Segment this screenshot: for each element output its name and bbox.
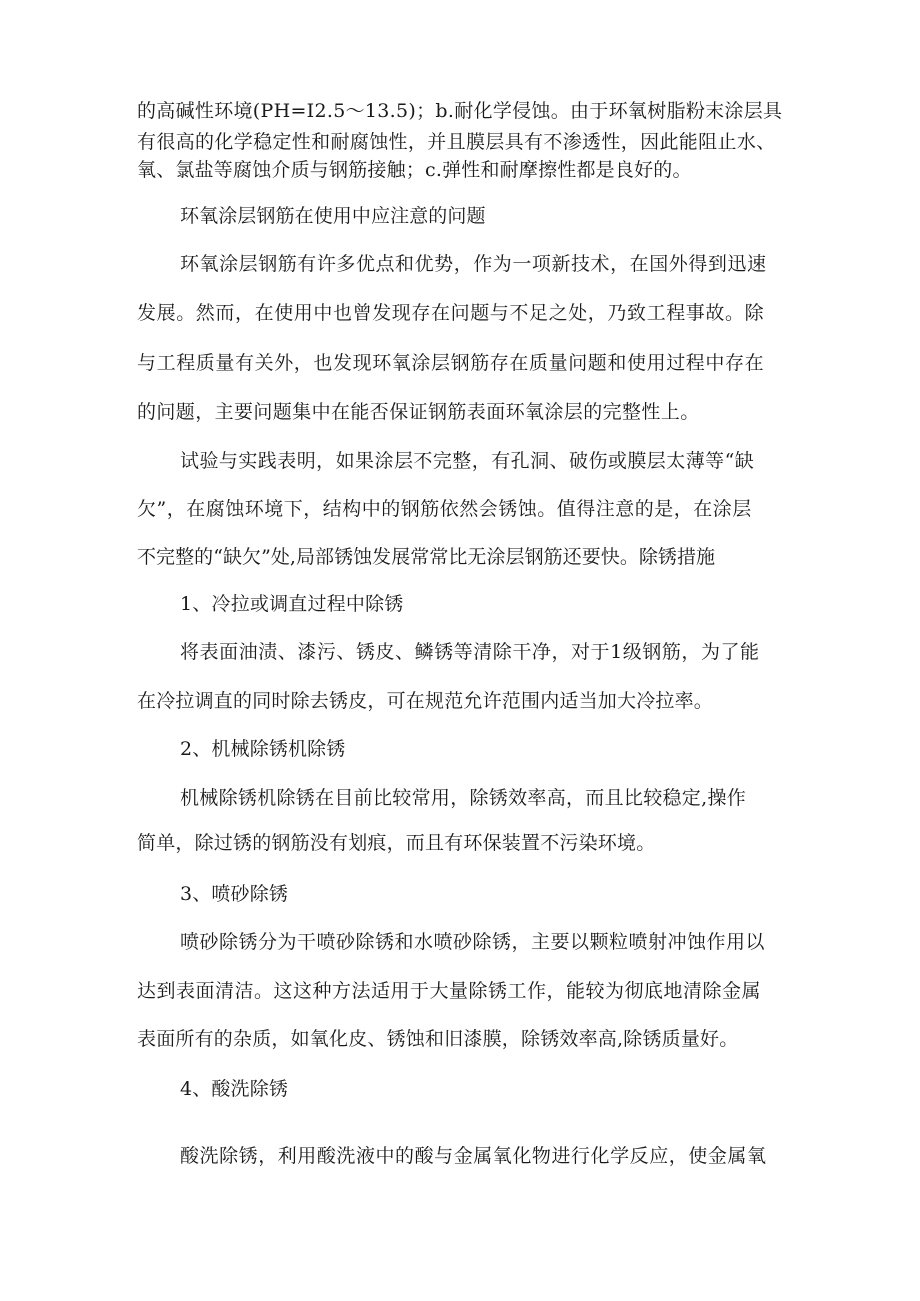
- text-line: 有很高的化学稳定性和耐腐蚀性，并且膜层具有不渗透性，因此能阻止水、: [137, 131, 776, 153]
- text-line: 环氧涂层钢筋有许多优点和优势，作为一项新技术，在国外得到迅速: [180, 253, 767, 275]
- text-line: 表面所有的杂质，如氧化皮、锈蚀和旧漆膜，除锈效率高,除锈质量好。: [137, 1028, 739, 1050]
- text-line: 试验与实践表明，如果涂层不完整，有孔洞、破伤或膜层太薄等“缺: [180, 450, 755, 472]
- section-heading: 环氧涂层钢筋在使用中应注意的问题: [180, 205, 486, 227]
- text-line: 不完整的“缺欠”处,局部锈蚀发展常常比无涂层钢筋还要快。除锈措施: [137, 546, 716, 568]
- text-line: 在冷拉调直的同时除去锈皮，可在规范允许范围内适当加大冷拉率。: [137, 690, 714, 712]
- text-line: 的问题，主要问题集中在能否保证钢筋表面环氧涂层的完整性上。: [137, 401, 700, 423]
- section-heading: 2、机械除锈机除锈: [180, 738, 346, 760]
- section-heading: 1、冷拉或调直过程中除锈: [180, 593, 404, 615]
- text-line: 的高碱性环境(PH=I2.5～13.5)；b.耐化学侵蚀。由于环氧树脂粉末涂层具: [137, 100, 783, 122]
- text-line: 将表面油渍、漆污、锈皮、鳞锈等清除干净，对于1级钢筋，为了能: [180, 641, 760, 663]
- text-line: 欠”，在腐蚀环境下，结构中的钢筋依然会锈蚀。值得注意的是，在涂层: [137, 498, 752, 520]
- text-line: 氧、氯盐等腐蚀介质与钢筋接触；c.弹性和耐摩擦性都是良好的。: [137, 159, 692, 181]
- section-heading: 3、喷砂除锈: [180, 883, 288, 905]
- section-heading: 4、酸洗除锈: [180, 1078, 288, 1100]
- text-line: 酸洗除锈，利用酸洗液中的酸与金属氧化物进行化学反应，使金属氧: [180, 1145, 767, 1167]
- text-line: 简单，除过锈的钢筋没有划痕，而且有环保装置不污染环境。: [137, 832, 656, 854]
- text-line: 与工程质量有关外，也发现环氧涂层钢筋存在质量问题和使用过程中存在: [137, 352, 765, 374]
- text-line: 喷砂除锈分为干喷砂除锈和水喷砂除锈，主要以颗粒喷射冲蚀作用以: [180, 931, 766, 953]
- text-line: 达到表面清洁。这这种方法适用于大量除锈工作，能较为彻底地清除金属: [137, 980, 762, 1002]
- text-line: 发展。然而，在使用中也曾发现存在问题与不足之处，乃致工程事故。除: [137, 302, 765, 324]
- text-line: 机械除锈机除锈在目前比较常用，除锈效率高，而且比较稳定,操作: [180, 787, 747, 809]
